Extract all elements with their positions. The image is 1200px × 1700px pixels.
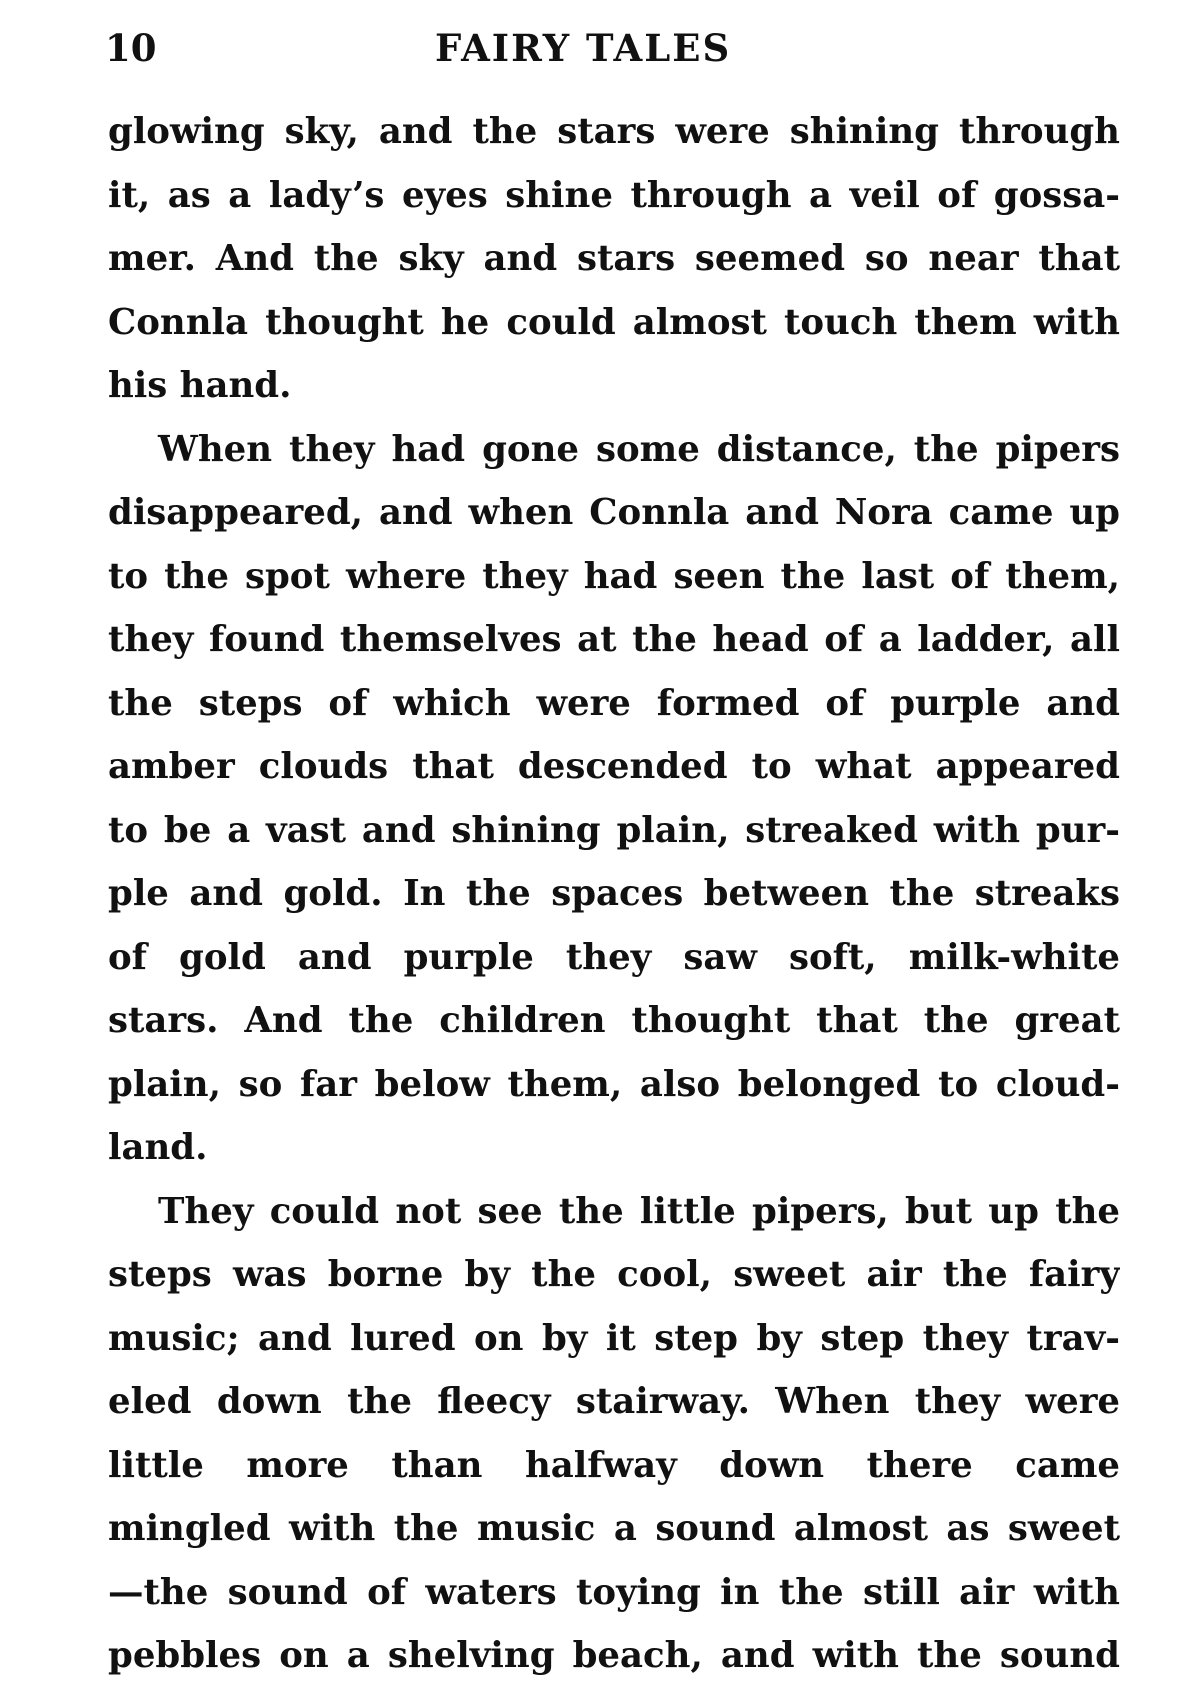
text-line: When they had gone some distance, the pipers [158, 428, 1120, 470]
text-line: —the sound of waters toying in the still air with [108, 1571, 1120, 1613]
text-line: the steps of which were formed of purple and [108, 682, 1120, 724]
text-line: to the spot where they had seen the last of them, [108, 555, 1120, 597]
text-line: little more than halfway down there came [108, 1444, 1120, 1486]
running-title: FAIRY TALES [435, 26, 732, 70]
text-line: They could not see the little pipers, but up the [158, 1190, 1120, 1232]
text-line: stars. And the children thought that the great [108, 1000, 1120, 1041]
page-number: 10 [105, 26, 157, 70]
text-line: disappeared, and when Connla and Nora came up [108, 492, 1120, 533]
text-line: plain, so far below them, also belonged to cloud- [108, 1063, 1120, 1105]
text-line: mer. And the sky and stars seemed so near that [108, 238, 1120, 279]
text-line: steps was borne by the cool, sweet air the fairy [108, 1254, 1120, 1295]
running-head [105, 18, 1120, 78]
text-line: to be a vast and shining plain, streaked with pur- [108, 809, 1120, 851]
text-line: eled down the fleecy stairway. When they were [108, 1381, 1120, 1422]
text-line: of gold and purple they saw soft, milk-white [108, 936, 1120, 978]
body-text [108, 100, 1120, 1688]
text-line: pebbles on a shelving beach, and with the sound [108, 1635, 1120, 1676]
text-line: they found themselves at the head of a ladder, all [108, 619, 1120, 660]
text-line: land. [108, 1127, 208, 1168]
text-line: it, as a lady’s eyes shine through a veil of gossa- [108, 174, 1120, 216]
text-line: his hand. [108, 365, 292, 406]
text-line: amber clouds that descended to what appeared [108, 746, 1120, 787]
text-line: mingled with the music a sound almost as sweet [108, 1508, 1120, 1549]
text-line: ple and gold. In the spaces between the streaks [108, 873, 1120, 914]
text-line: music; and lured on by it step by step they trav- [108, 1317, 1120, 1359]
text-line: Connla thought he could almost touch them with [108, 301, 1120, 343]
text-line: glowing sky, and the stars were shining through [108, 111, 1120, 152]
